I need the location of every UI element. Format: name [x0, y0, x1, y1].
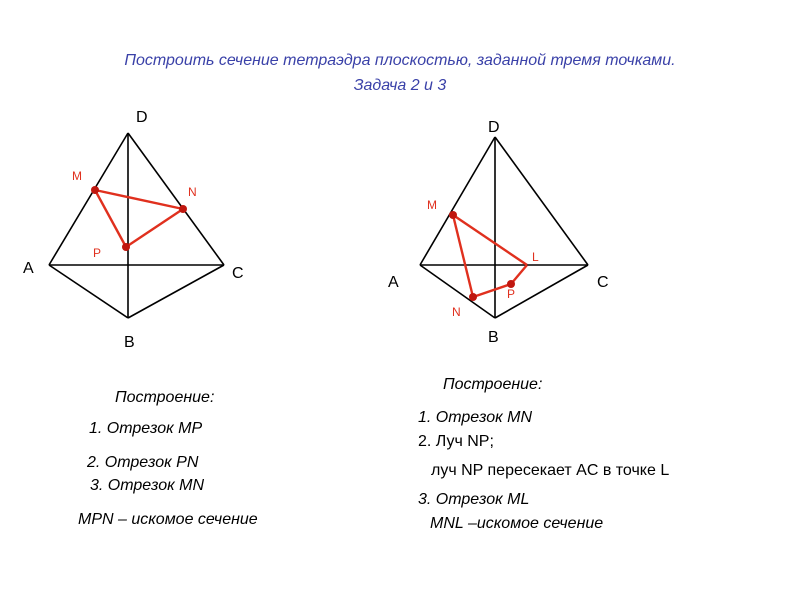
- right-label-n: N: [452, 305, 461, 319]
- left-edge-ab: [49, 265, 128, 318]
- left-section-triangle: [95, 190, 183, 247]
- left-tetrahedron: [49, 133, 224, 318]
- right-points: [449, 211, 515, 301]
- page-title-line1: Построить сечение тетраэдра плоскостью, заданной тремя точками.: [124, 52, 676, 69]
- left-step-1: 1. Отрезок МР: [89, 420, 203, 437]
- right-tetrahedron: [420, 137, 588, 318]
- right-label-m: M: [427, 198, 437, 212]
- left-point-m: [91, 186, 99, 194]
- left-label-a: A: [23, 260, 34, 277]
- left-construction-heading: Построение:: [115, 389, 215, 406]
- left-segment-mn: [95, 190, 183, 209]
- left-label-n: N: [188, 185, 197, 199]
- right-label-b: B: [488, 329, 499, 346]
- left-step-3: 3. Отрезок МN: [90, 477, 205, 494]
- left-label-m: M: [72, 169, 82, 183]
- left-edge-cb: [128, 265, 224, 318]
- left-segment-mp: [95, 190, 126, 247]
- right-construction-heading: Построение:: [443, 376, 543, 393]
- right-label-d: D: [488, 119, 500, 136]
- left-step-2: 2. Отрезок PN: [87, 454, 199, 471]
- right-step-3: 3. Отрезок ML: [418, 491, 530, 508]
- right-label-c: C: [597, 274, 609, 291]
- right-result: MNL –искомое сечение: [430, 515, 604, 532]
- right-point-n: [469, 293, 477, 301]
- left-point-n: [179, 205, 187, 213]
- right-point-labels: [427, 198, 539, 319]
- right-section-triangle: [453, 215, 527, 297]
- left-label-p: P: [93, 246, 102, 260]
- left-edge-dc: [128, 133, 224, 265]
- left-edge-da: [49, 133, 128, 265]
- right-edge-dc: [495, 137, 588, 265]
- right-step-2: 2. Луч NP;: [418, 433, 494, 450]
- left-result: МРN – искомое сечение: [78, 511, 258, 528]
- left-segment-pn: [126, 209, 183, 247]
- left-point-labels: [72, 169, 197, 260]
- right-point-m: [449, 211, 457, 219]
- left-label-d: D: [136, 109, 148, 126]
- right-label-l: L: [532, 250, 539, 264]
- right-label-a: A: [388, 274, 399, 291]
- left-point-p: [122, 243, 130, 251]
- right-ray-np: [473, 284, 511, 297]
- right-vertex-labels: [388, 119, 609, 346]
- right-step-2-detail: луч NP пересекает AC в точке L: [431, 462, 670, 479]
- left-label-c: C: [232, 265, 244, 282]
- left-label-b: B: [124, 334, 135, 351]
- right-label-p: P: [507, 287, 516, 301]
- page-title-line2: Задача 2 и 3: [353, 77, 447, 94]
- left-points: [91, 186, 187, 251]
- right-step-1: 1. Отрезок МN: [418, 409, 533, 426]
